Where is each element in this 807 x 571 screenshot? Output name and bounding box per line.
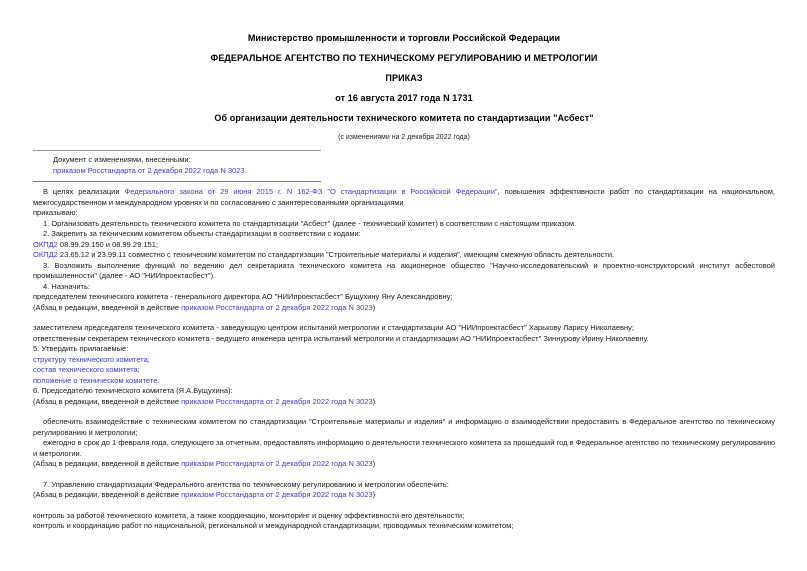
paragraph — [33, 250, 775, 261]
paragraph-text: 5. Утвердить прилагаемые: — [33, 344, 129, 353]
paragraph — [33, 344, 775, 355]
paragraph — [33, 240, 775, 251]
paragraph — [33, 459, 775, 470]
paragraph-text: 4. Назначить: — [43, 281, 90, 291]
paragraph-text: (Абзац в редакции, введенной в действие — [33, 302, 182, 312]
paragraph-spacer — [33, 313, 775, 323]
paragraph-spacer — [33, 407, 775, 417]
paragraph — [33, 397, 775, 408]
paragraph — [33, 438, 775, 459]
paragraph-text: ответственным секретарем технического комитета - ведущего инженера центра испытаний метрологии и стандартизации АО "НИИпроектасбест" Зиннурову Ирину Николаевну. — [33, 333, 649, 343]
amendments-note-link[interactable]: приказом Росстандарта от 2 декабря 2022 года N 3023. — [53, 165, 247, 175]
paragraph — [33, 490, 775, 501]
document-link[interactable]: Федерального закона от 29 июня 2015 г. N 162-ФЗ "О стандартизации в Российской Федерации" — [124, 187, 498, 196]
paragraph-text: 3. Возложить выполнение функций по ведению дел секретариата технического комитета на акционерное общество "Научно-исследовательский и проектно-конструкторский институт асбестовой промышленности" (далее - АО "НИИпроектасбест"). — [33, 260, 775, 280]
paragraph — [33, 261, 775, 282]
paragraph — [33, 334, 775, 345]
document-link[interactable]: приказом Росстандарта от 2 декабря 2022 года N 3023 — [181, 302, 373, 312]
paragraph-text: 7. Управлению стандартизации Федерального агентства по техническому регулированию и метрологии обеспечить: — [43, 479, 449, 489]
paragraph — [33, 365, 775, 376]
paragraph — [33, 292, 775, 303]
document-date-number: от 16 августа 2017 года N 1731 — [335, 93, 473, 103]
amendments-note-label: Документ с изменениями, внесенными: — [53, 155, 191, 164]
document-link[interactable]: состав технического комитета; — [33, 365, 140, 374]
paragraph-spacer — [33, 470, 775, 480]
document-header — [33, 34, 775, 141]
paragraph-text: 08.99.29.150 и 08.99.29.151; — [57, 239, 158, 249]
document-link[interactable]: структуру технического комитета; — [33, 354, 150, 364]
paragraph-text: В целях реализации — [43, 187, 125, 196]
paragraph-text: ) — [372, 459, 376, 468]
paragraph-spacer — [33, 501, 775, 511]
document-link[interactable]: приказом Росстандарта от 2 декабря 2022 года N 3023 — [181, 490, 373, 499]
paragraph-text: председателем технического комитета - генерального директора АО "НИИпроектасбест" Бущухину Яну Александровну; — [33, 292, 453, 301]
document-link[interactable]: приказом Росстандарта от 2 декабря 2022 года N 3023 — [181, 459, 373, 468]
document-link[interactable]: приказом Росстандарта от 2 декабря 2022 года N 3023 — [181, 396, 373, 406]
agency-name: ФЕДЕРАЛЬНОЕ АГЕНТСТВО ПО ТЕХНИЧЕСКОМУ РЕГУЛИРОВАНИЮ И МЕТРОЛОГИИ — [210, 53, 598, 63]
ministry-name: Министерство промышленности и торговли Российской Федерации — [247, 33, 561, 43]
paragraph — [33, 417, 775, 438]
paragraph-text: ) — [372, 490, 376, 499]
paragraph-text: ) — [372, 396, 376, 406]
paragraph-text: приказываю: — [33, 208, 78, 217]
paragraph-text: заместителем председателя технического комитета - заведующую центром испытаний метрологии и стандартизации АО "НИИпроектасбест" Харькову Ларису Николаевну; — [33, 323, 634, 332]
paragraph — [33, 376, 775, 387]
paragraph-text: 2. Закрепить за техническим комитетом объекты стандартизации в соответствии с кодами: — [43, 229, 361, 238]
paragraph — [33, 219, 775, 230]
paragraph-text: 6. Председателю технического комитета (Я.А.Бущухина): — [33, 386, 233, 395]
paragraph-text: 1. Организовать деятельность технического комитета по стандартизации "Асбест" (далее - технический комитет) в соответствии с настоящим приказом. — [43, 218, 577, 228]
paragraph — [33, 208, 775, 219]
paragraph-text: ежегодно в срок до 1 февраля года, следующего за отчетным, предоставлять информацию о деятельности технического комитета за прошедший год в Федеральное агентство по техническому регулированию и метрологии. — [33, 438, 775, 458]
document-type: ПРИКАЗ — [385, 73, 423, 83]
revision-note: (с изменениями на 2 декабря 2022 года) — [338, 134, 470, 141]
document-link[interactable]: ОКПД2 — [33, 239, 58, 249]
paragraph-text: (Абзац в редакции, введенной в действие — [33, 490, 182, 499]
paragraph — [33, 521, 775, 532]
paragraph-text: контроль за работой технического комитета, а также координацию, мониторинг и оценку эффективности его деятельности; — [33, 510, 465, 520]
document-link[interactable]: ОКПД2 — [33, 250, 58, 259]
paragraph — [33, 323, 775, 334]
document-link[interactable]: положение о техническом комитете. — [33, 375, 160, 385]
paragraph-text: , повышения эффективности работ по стандартизации на национальном, межгосударственном и международном уровнях и по согласованию с заинтересованными организациями — [33, 187, 776, 207]
paragraph-text: ) — [372, 302, 376, 312]
paragraph — [33, 282, 775, 293]
paragraph — [33, 229, 775, 240]
paragraph-text: 23.65.12 и 23.99.11 совместно с техническим комитетом по стандартизации "Строительные материалы и изделия", имеющим смежную область деятельности. — [57, 250, 615, 259]
paragraph-text: (Абзац в редакции, введенной в действие — [33, 396, 182, 406]
paragraph — [33, 355, 775, 366]
document-body — [33, 187, 775, 532]
paragraph-text: контроль и координацию работ по национальной, региональной и международной стандартизации, проводимых техническим комитетом; — [33, 521, 514, 530]
paragraph — [33, 511, 775, 522]
paragraph — [33, 480, 775, 491]
paragraph-text: (Абзац в редакции, введенной в действие — [33, 459, 182, 468]
document-title: Об организации деятельности технического комитета по стандартизации "Асбест" — [214, 113, 594, 123]
paragraph — [33, 187, 775, 208]
paragraph-text: обеспечить взаимодействие с техническим комитетом по стандартизации "Строительные материалы и изделия" и информацию о взаимодействии предоставить в Федеральное агентство по техническому регулированию и метрологии; — [33, 417, 775, 437]
paragraph — [33, 386, 775, 397]
paragraph — [33, 303, 775, 314]
amendments-note — [33, 150, 321, 182]
